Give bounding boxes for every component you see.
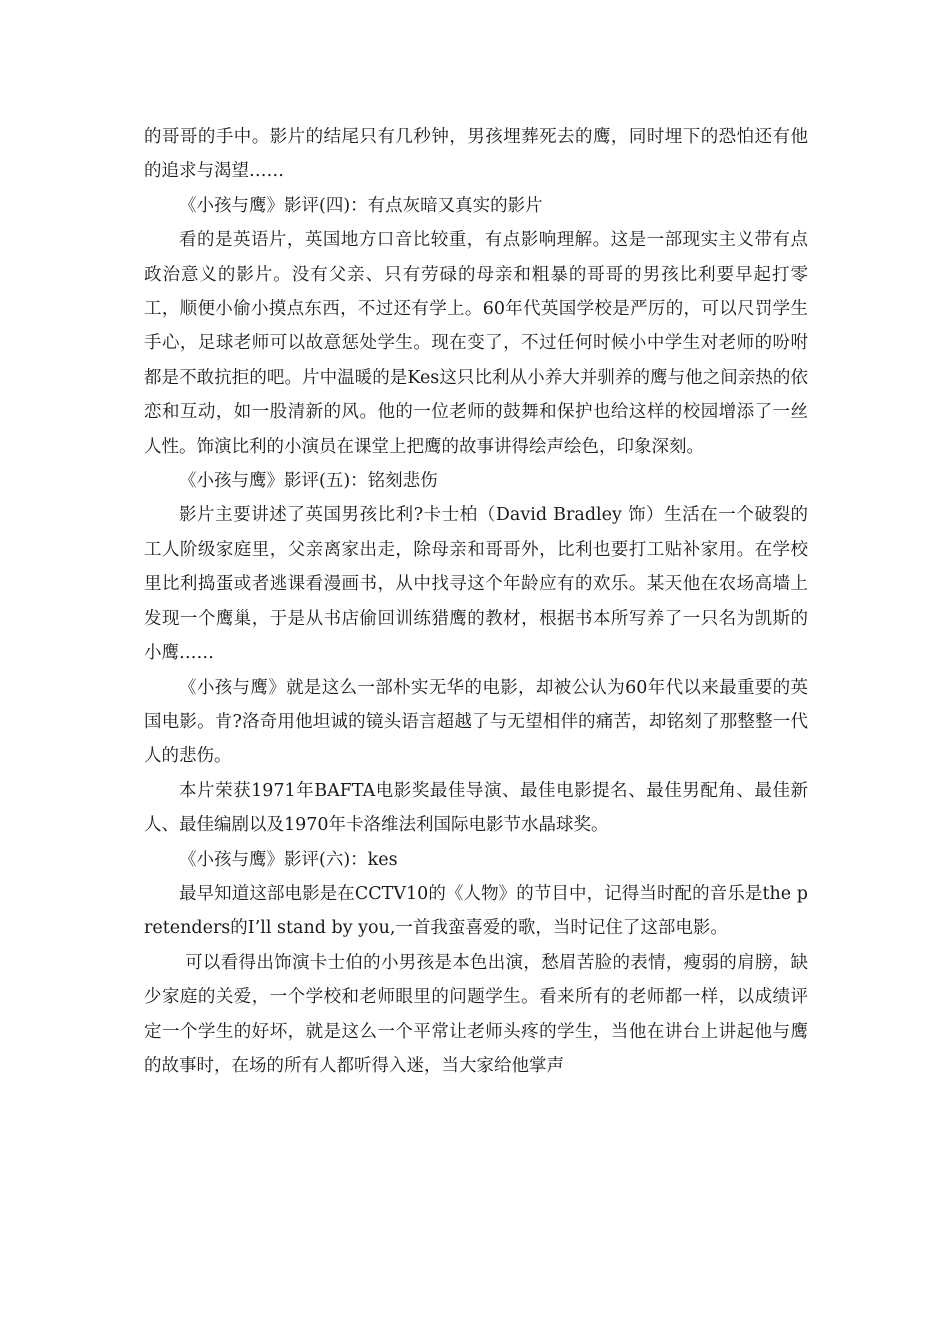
review-paragraph-5b: 《小孩与鹰》就是这么一部朴实无华的电影，却被公认为60年代以来最重要的英国电影。肯?洛奇用他坦诚的镜头语言超越了与无望相伴的痛苦，却铭刻了那整整一代人的悲伤。 bbox=[144, 677, 808, 767]
review-paragraph-6b: 可以看得出饰演卡士伯的小男孩是本色出演，愁眉苦脸的表情，瘦弱的肩膀，缺少家庭的关爱，一个学校和老师眼里的问题学生。看来所有的老师都一样，以成绩评定一个学生的好坏，就是这么一个平常让老师头疼的学生，当他在讲台上讲起他与鹰的故事时，在场的所有人都听得入迷，当大家给他掌声 bbox=[144, 952, 808, 1076]
review-paragraph-6a: 最早知道这部电影是在CCTV10的《人物》的节目中，记得当时配的音乐是the pretenders的I’ll stand by you,一首我蛮喜爱的歌，当时记住了这部电影。 bbox=[144, 883, 808, 939]
review-paragraph-5c: 本片荣获1971年BAFTA电影奖最佳导演、最佳电影提名、最佳男配角、最佳新人、最佳编剧以及1970年卡洛维法利国际电影节水晶球奖。 bbox=[144, 780, 808, 836]
paragraph-intro-continuation: 的哥哥的手中。影片的结尾只有几秒钟，男孩埋葬死去的鹰，同时埋下的恐怕还有他的追求与渴望…… bbox=[144, 127, 808, 182]
review-heading-6: 《小孩与鹰》影评(六)：kes bbox=[179, 849, 398, 870]
review-heading-4: 《小孩与鹰》影评(四)：有点灰暗又真实的影片 bbox=[179, 195, 543, 216]
document-page bbox=[144, 120, 808, 1083]
review-paragraph-4: 看的是英语片，英国地方口音比较重，有点影响理解。这是一部现实主义带有点政治意义的影片。没有父亲、只有劳碌的母亲和粗暴的哥哥的男孩比利要早起打零工，顺便小偷小摸点东西，不过还有学上。60年代英国学校是严厉的，可以尺罚学生手心，足球老师可以故意惩处学生。现在变了，不过任何时候小中学生对老师的吩咐都是不敢抗拒的吧。片中温暖的是Kes这只比利从小养大并驯养的鹰与他之间亲热的依恋和互动，如一股清新的风。他的一位老师的鼓舞和保护也给这样的校园增添了一丝人性。饰演比利的小演员在课堂上把鹰的故事讲得绘声绘色，印象深刻。 bbox=[144, 230, 808, 457]
review-heading-5: 《小孩与鹰》影评(五)：铭刻悲伤 bbox=[179, 471, 438, 492]
review-paragraph-5a: 影片主要讲述了英国男孩比利?卡士柏（David Bradley 饰）生活在一个破裂的工人阶级家庭里，父亲离家出走，除母亲和哥哥外，比利也要打工贴补家用。在学校里比利捣蛋或者逃课看漫画书，从中找寻这个年龄应有的欢乐。某天他在农场高墙上发现一个鹰巢，于是从书店偷回训练猎鹰的教材，根据书本所写养了一只名为凯斯的小鹰…… bbox=[144, 505, 808, 664]
